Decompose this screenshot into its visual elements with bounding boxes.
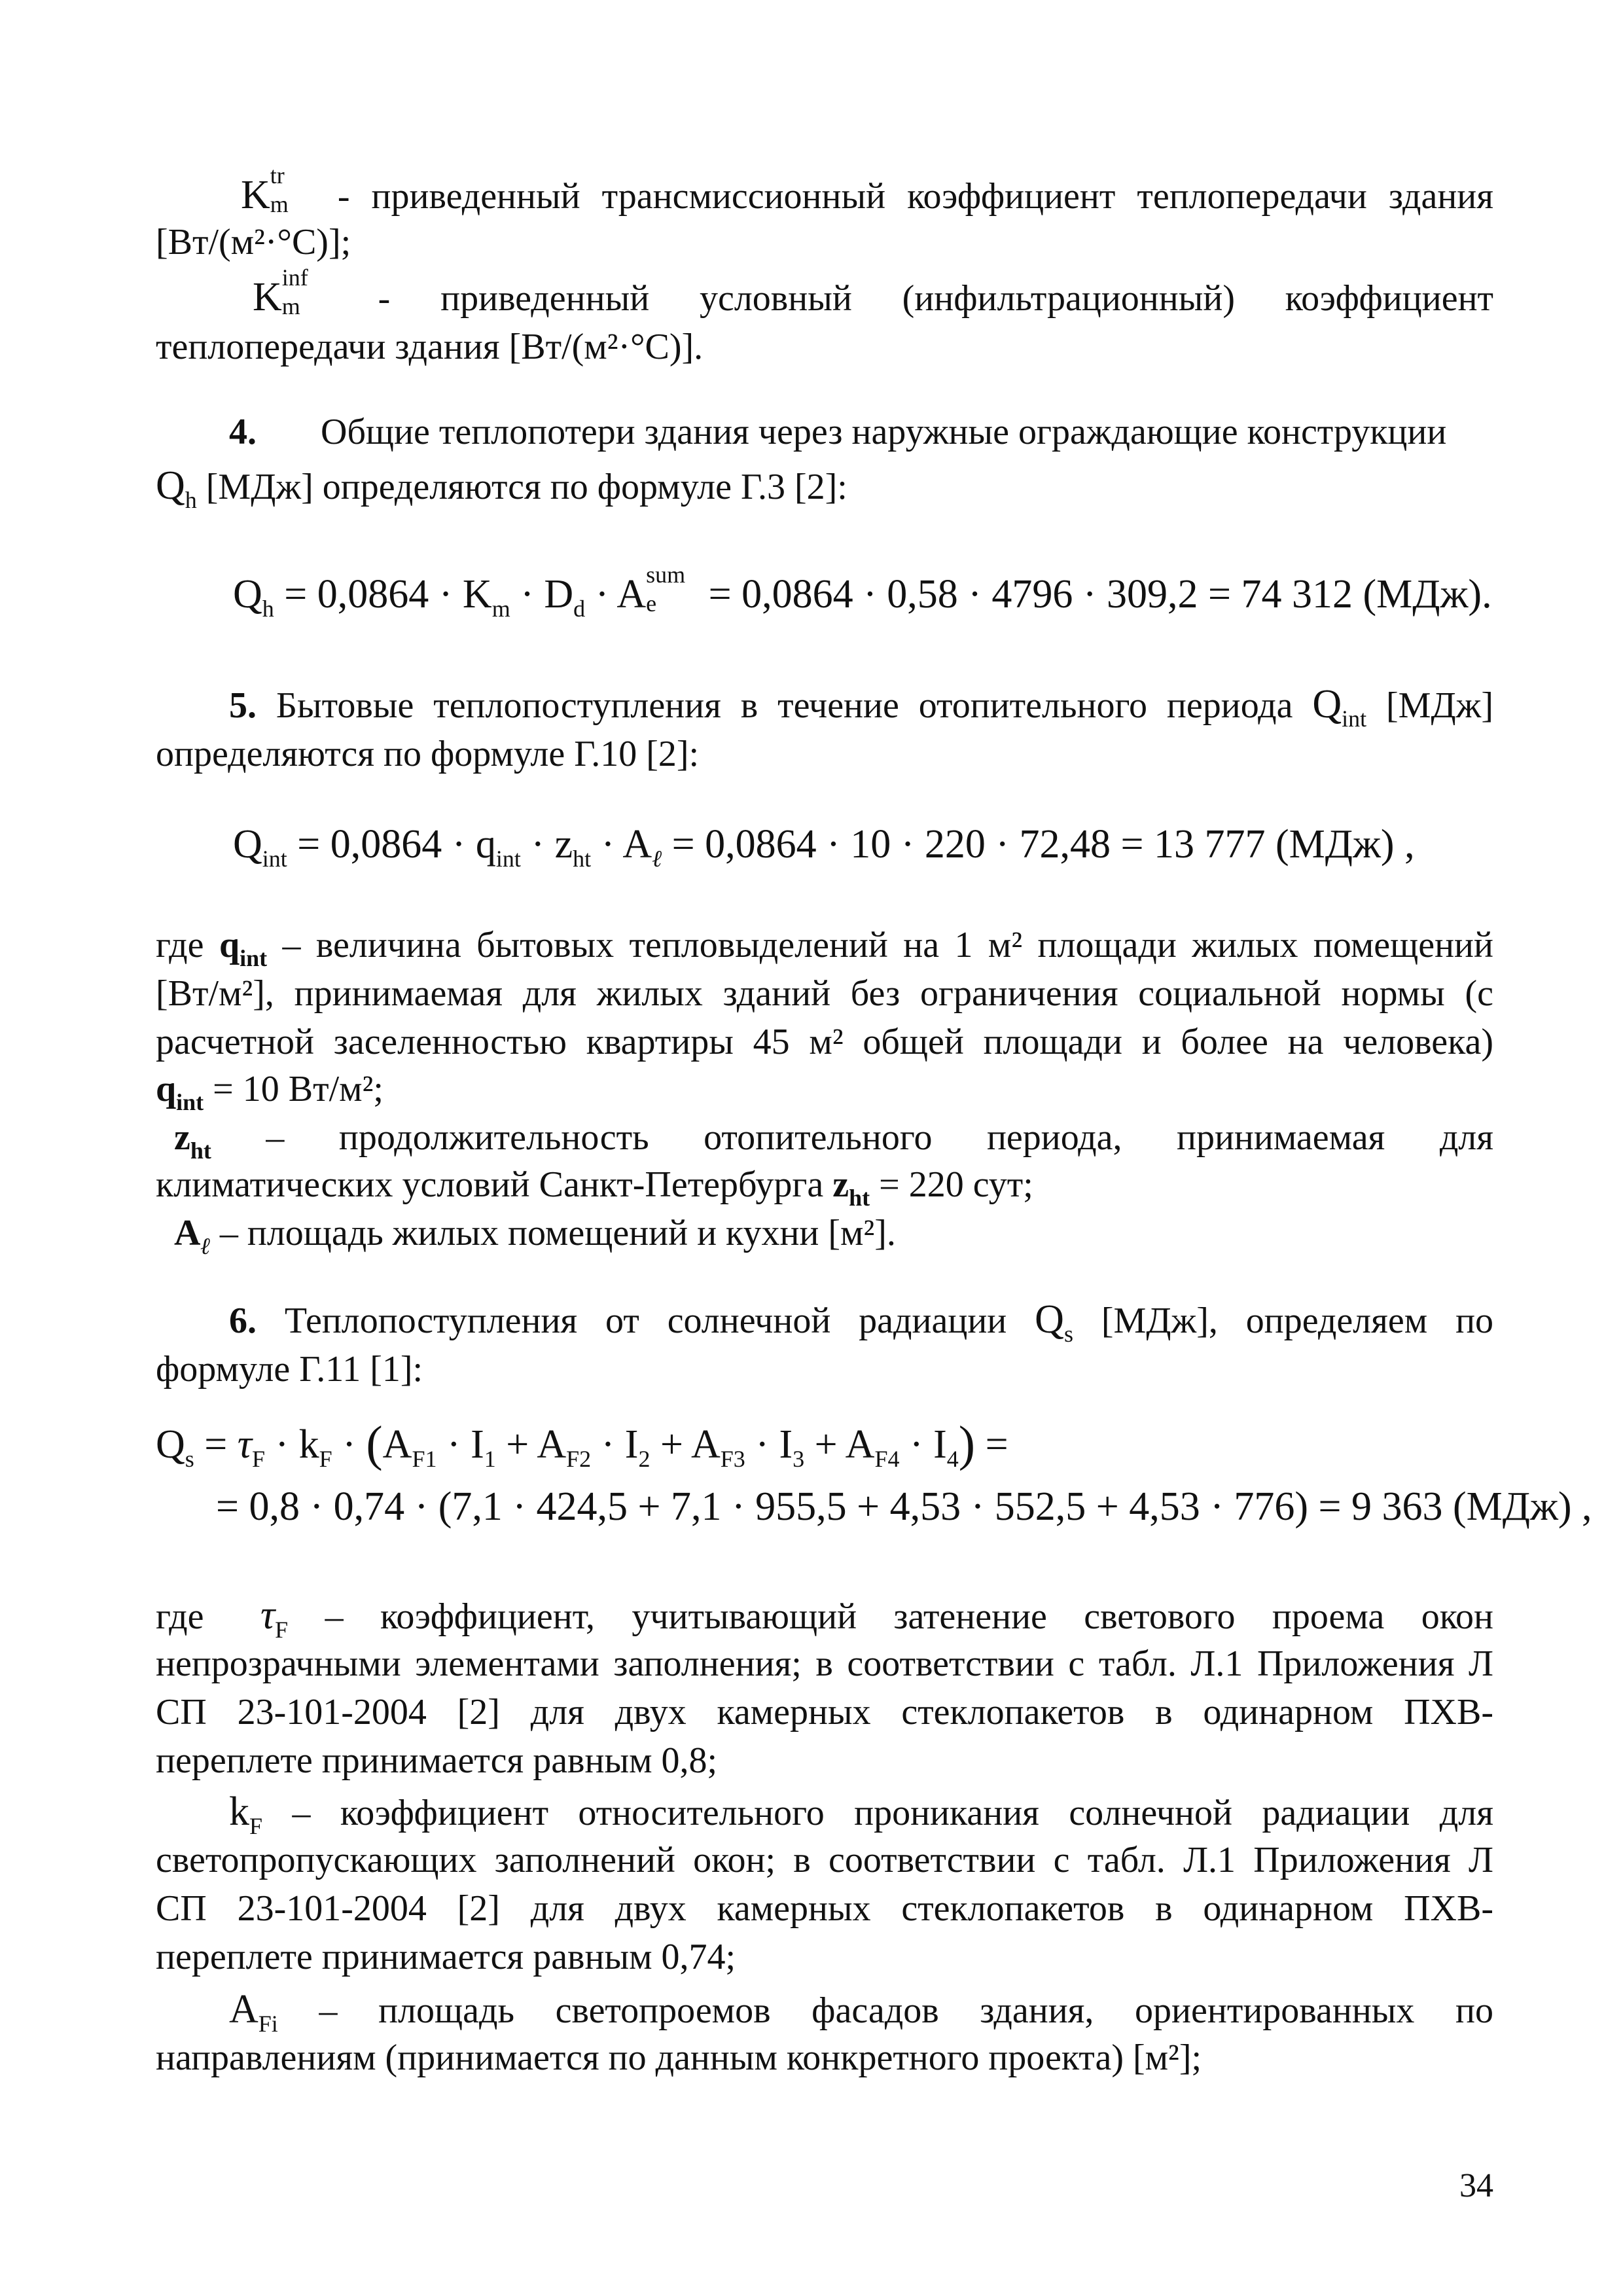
kf-definition-4: переплете принимается равным 0,74; [156,1937,736,1977]
tau-definition-1: где $\tau_F$ – коэффициент, учитывающий затенение светового проема окон [156,1593,1494,1643]
qint-value: $q_{int} = 10$ Вт/м²; [156,1069,383,1115]
k-symbol: K [253,275,282,319]
k-inf-text: приведенный условный (инфильтрационный) коэффициент [440,278,1494,319]
formula-qint: $Q_{int} = 0,0864 \cdot q_{int} \cdot z_{ht} \cdot A_\ell = 0,0864 \cdot 10 \cdot 220 \cdot 72,48 = 13$ 777 (МДж) , [233,822,1415,872]
section-4-line-1: 4. Общие теплопотери здания через наружные ограждающие конструкции [156,408,1493,456]
zht-definition-1: $z_{ht}$ – продолжительность отопительного периода, принимаемая для [174,1117,1494,1164]
section-6-number: 6. [229,1300,257,1341]
section-4-number: 4. [229,412,257,452]
kf-definition-3: СП 23-101-2004 [2] для двух камерных стеклопакетов в одинарном ПХВ- [156,1888,1493,1929]
tau-definition-4: переплете принимается равным 0,8; [156,1740,718,1781]
k-tr-text: - приведенный трансмиссионный коэффициент теплопередачи здания [337,176,1494,217]
k-tr-units: [Вт/(м²·°С)]; [156,222,351,262]
tau-definition-2: непрозрачными элементами заполнения; в соответствии с табл. Л.1 Приложения Л [156,1643,1493,1684]
k-inf-definition: K inf m - приведенный условный (инфильтрационный) коэффициент [253,264,1494,319]
afi-definition-2: направлениям (принимается по данным конкретного проекта) [м²]; [156,2037,1202,2078]
qint-definition-2: [Вт/м²], принимаемая для жилых зданий без ограничения социальной нормы (с [156,973,1493,1014]
section-6-line-1: 6. Теплопоступления от солнечной радиации $Q_s$ [МДж], определяем по [229,1297,1494,1347]
k-tr-definition [156,162,1494,220]
section-4-line-2: $Q_h$ [МДж] определяются по формуле Г.3 [2]: [156,463,847,513]
tau-definition-3: СП 23-101-2004 [2] для двух камерных стеклопакетов в одинарном ПХВ- [156,1692,1493,1732]
qint-definition-1: где $q_{int}$ – величина бытовых тепловыделений на 1 м² площади жилых помещений [156,925,1493,971]
section-5-line-2: определяются по формуле Г.10 [2]: [156,734,700,774]
kf-definition-2: светопропускающих заполнений окон; в соответствии с табл. Л.1 Приложения Л [156,1840,1493,1880]
al-definition: $A_\ell$ – площадь жилых помещений и кухни [м²]. [174,1213,896,1259]
page-number: 34 [1459,2167,1493,2204]
formula-qs-line-1: $Q_s = \tau_F \cdot k_F \cdot (A_{F1} \cdot I_1 + A_{F2} \cdot I_2 + A_{F3} \cdot I_3 + A_{F4} \cdot I_4)$ = [156,1416,1008,1472]
k-inf-text-2: теплопередачи здания [Вт/(м²·°С)]. [156,327,704,367]
k-tr-indices: tr m [270,162,289,217]
afi-definition-1: $A_{Fi}$ – площадь светопроемов фасадов здания, ориентированных по [229,1987,1493,2037]
section-6-line-2: формуле Г.11 [1]: [156,1349,423,1390]
k-symbol: K [241,173,270,217]
formula-qh: $Q_h = 0,0864 \cdot K_m \cdot D_d \cdot A$ sum e = 0,0864 · 0,58 · 4796 · 309,2 = 74 312 (МДж). [233,562,1492,622]
formula-qs-line-2: = 0,8 · 0,74 · (7,1 · 424,5 + 7,1 · 955,5 + 4,53 · 552,5 + 4,53 · 776) = 9 363 (МДж) , [216,1484,1592,1529]
qint-definition-3: расчетной заселенностью квартиры 45 м² общей площади и более на человека) [156,1022,1493,1062]
kf-definition-1: $k_F$ – коэффициент относительного проникания солнечной радиации для [229,1789,1493,1839]
section-5-number: 5. [229,685,257,726]
zht-definition-2: климатических условий Санкт-Петербурга $z_{ht} = 220$ сут; [156,1164,1033,1211]
k-inf-indices: inf m [281,264,308,319]
section-5-line-1: 5. Бытовые теплопоступления в течение отопительного периода $Q_{int}$ [МДж] [229,682,1493,732]
